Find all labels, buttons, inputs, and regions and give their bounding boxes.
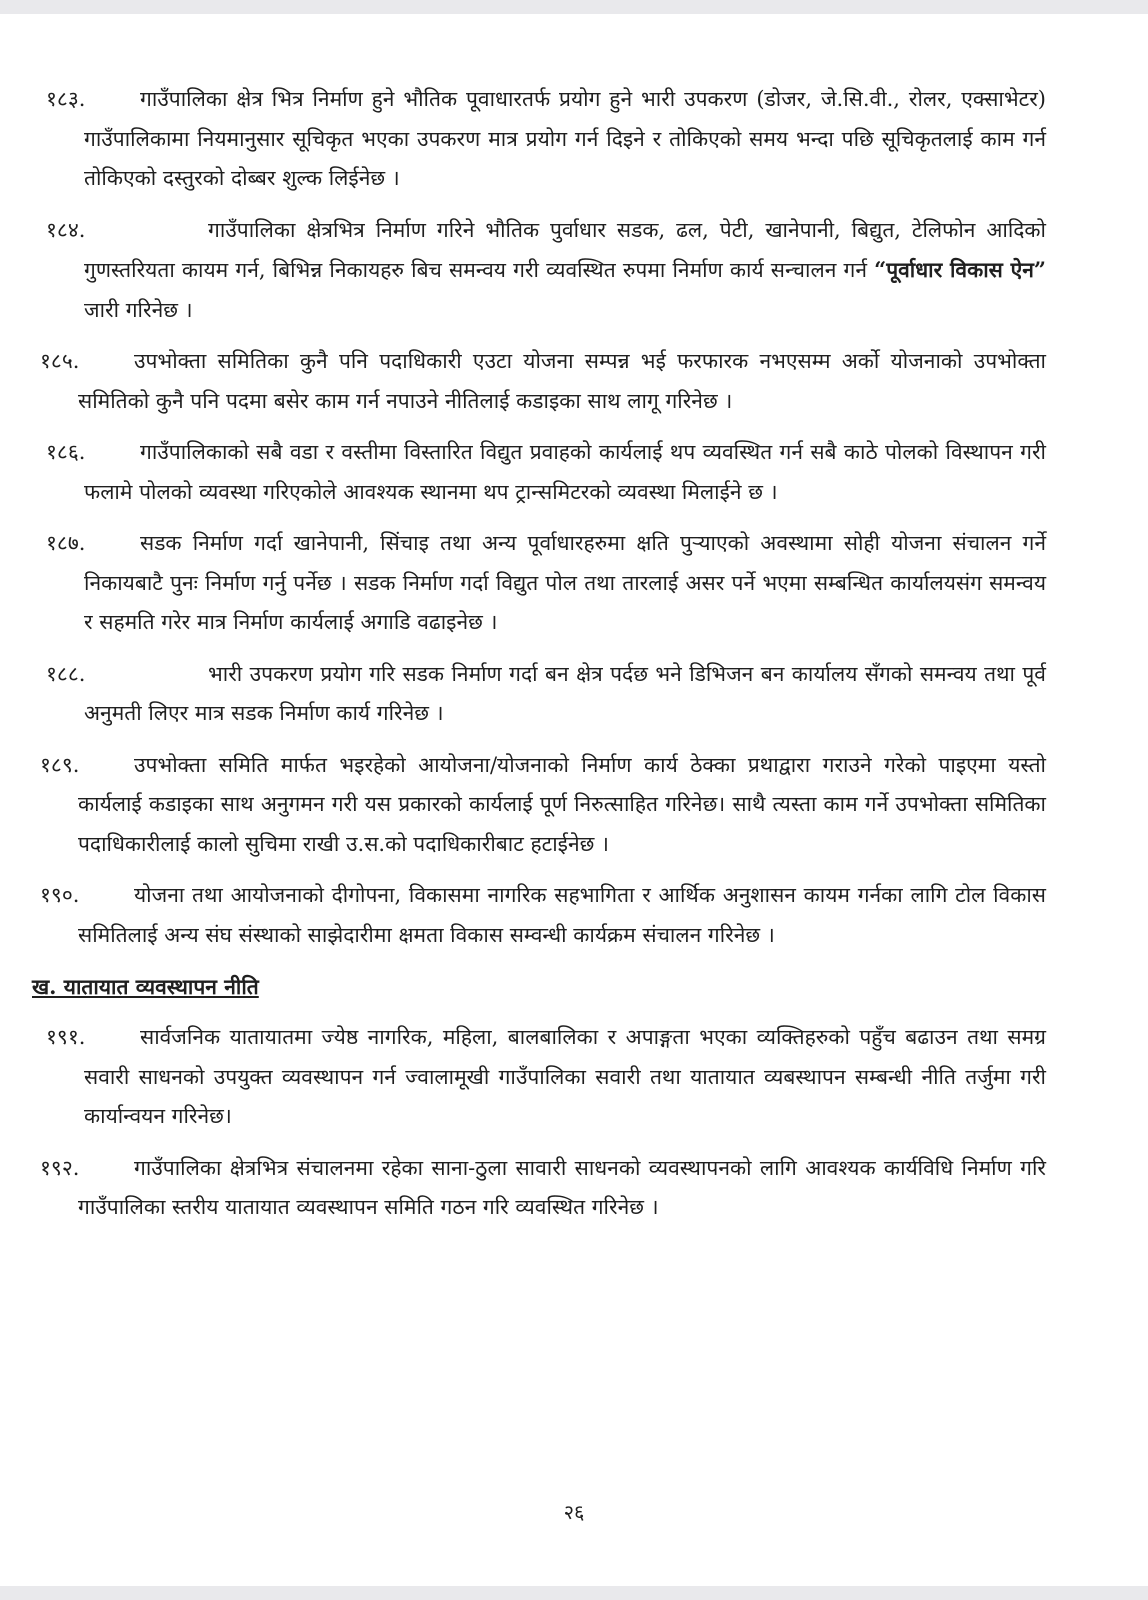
act-name-bold: “पूर्वाधार विकास ऐन” [874,257,1046,282]
page-number: २६ [563,1500,585,1524]
paragraph-text: गाउँपालिका क्षेत्र भित्र निर्माण हुने भौतिक पूवाधारतर्फ प्रयोग हुने भारी उपकरण (डोजर, जे.सि.वी., रोलर, एक्साभेटर) गाउँपालिकामा नियमानुसार सूचिकृत भएका उपकरण मात्र प्रयोग गर्न दिइने र तोकिएको समय भन्दा पछि सूचिकृतलाई काम गर्न तोकिएको दस्तुरको दोब्बर शुल्क लिईनेछ । [84,87,1046,190]
paragraph-text: गाउँपालिकाको सबै वडा र वस्तीमा विस्तारित विद्युत प्रवाहको कार्यलाई थप व्यवस्थित गर्न सबै काठे पोलको विस्थापन गरी फलामे पोलको व्यवस्था गरिएकोले आवश्यक स्थानमा थप ट्रान्समिटरको व्यवस्था मिलाईने छ । [84,440,1046,504]
paragraph-text: गाउँपालिका क्षेत्रभित्र निर्माण गरिने भौतिक पुर्वाधार सडक, ढल, पेटी, खानेपानी, बिद्युत, टेलिफोन आदिको गुणस्तरियता कायम गर्न, बिभिन्न निकायहरु बिच समन्वय गरी व्यवस्थित रुपमा निर्माण कार्य सन्चालन गर्न [84,217,1046,282]
paragraph-text: उपभोक्ता समितिका कुनै पनि पदाधिकारी एउटा योजना सम्पन्न भई फरफारक नभएसम्म अर्को योजनाको उपभोक्ता समितिको कुनै पनि पदमा बसेर काम गर्न नपाउने नीतिलाई कडाइका साथ लागू गरिनेछ । [78,349,1046,413]
paragraph-text: गाउँपालिका क्षेत्रभित्र संचालनमा रहेका साना-ठुला सावारी साधनको व्यवस्थापनको लागि आवश्यक कार्यविधि निर्माण गरि गाउँपालिका स्तरीय यातायात व्यवस्थापन समिति गठन गरि व्यवस्थित गरिनेछ । [78,1155,1046,1219]
paragraph-186 [46,433,1046,512]
document-page [0,14,1148,1586]
paragraph-number: १९१. [46,1025,86,1049]
paragraph-number: १८४. [46,217,86,242]
paragraph-number: १८९. [40,752,80,777]
paragraph-number: १८७. [46,531,86,555]
viewer-background [0,1586,1148,1600]
paragraph-text: सडक निर्माण गर्दा खानेपानी, सिंचाइ तथा अन्य पूर्वाधारहरुमा क्षति पुऱ्याएको अवस्थामा सोही योजना संचालन गर्ने निकायबाटै पुनः निर्माण गर्नु पर्नेछ । सडक निर्माण गर्दा विद्युत पोल तथा तारलाई असर पर्ने भएमा सम्बन्धित कार्यालयसंग समन्वय र सहमति गरेर मात्र निर्माण कार्यलाई अगाडि वढाइनेछ । [84,531,1046,634]
paragraph-183 [46,80,1046,199]
paragraph-188 [46,655,1046,734]
paragraph-number: १९२. [40,1155,80,1180]
paragraph-number: १८६. [46,440,86,464]
paragraph-192 [40,1149,1046,1228]
paragraph-text: योजना तथा आयोजनाको दीगोपना, विकासमा नागरिक सहभागिता र आर्थिक अनुशासन कायम गर्नका लागि टोल विकास समितिलाई अन्य संघ संस्थाको साझेदारीमा क्षमता विकास सम्वन्धी कार्यक्रम संचालन गरिनेछ । [78,883,1046,947]
paragraph-189 [40,746,1046,865]
paragraph-text: उपभोक्ता समिति मार्फत भइरहेको आयोजना/योजनाको निर्माण कार्य ठेक्का प्रथाद्वारा गराउने गरेको पाइएमा यस्तो कार्यलाई कडाइका साथ अनुगमन गरी यस प्रकारको कार्यलाई पूर्ण निरुत्साहित गरिनेछ। साथै त्यस्ता काम गर्ने उपभोक्ता समितिका पदाधिकारीलाई कालो सुचिमा राखी उ.स.को पदाधिकारीबाट हटाईनेछ । [78,752,1046,856]
paragraph-number: १९०. [40,883,80,907]
paragraph-184 [46,211,1046,331]
paragraph-number: १८८. [46,661,86,686]
paragraph-185 [40,342,1046,421]
paragraph-190 [40,876,1046,955]
section-heading: ख. यातायात व्यवस्थापन नीति [32,974,259,999]
paragraph-text: भारी उपकरण प्रयोग गरि सडक निर्माण गर्दा बन क्षेत्र पर्दछ भने डिभिजन बन कार्यालय सँगको समन्वय तथा पूर्व अनुमती लिएर मात्र सडक निर्माण कार्य गरिनेछ । [84,661,1046,725]
paragraph-text-end: जारी गरिनेछ । [84,297,193,322]
paragraph-187 [46,524,1046,643]
paragraph-number: १८५. [40,349,80,373]
paragraph-text: सार्वजनिक यातायातमा ज्येष्ठ नागरिक, महिला, बालबालिका र अपाङ्गता भएका व्यक्तिहरुको पहुँच बढाउन तथा समग्र सवारी साधनको उपयुक्त व्यवस्थापन गर्न ज्वालामूखी गाउँपालिका सवारी तथा यातायात व्यबस्थापन सम्बन्धी नीति तर्जुमा गरी कार्यान्वयन गरिनेछ। [84,1025,1046,1128]
paragraph-191 [46,1018,1046,1137]
paragraph-number: १८३. [46,87,86,111]
